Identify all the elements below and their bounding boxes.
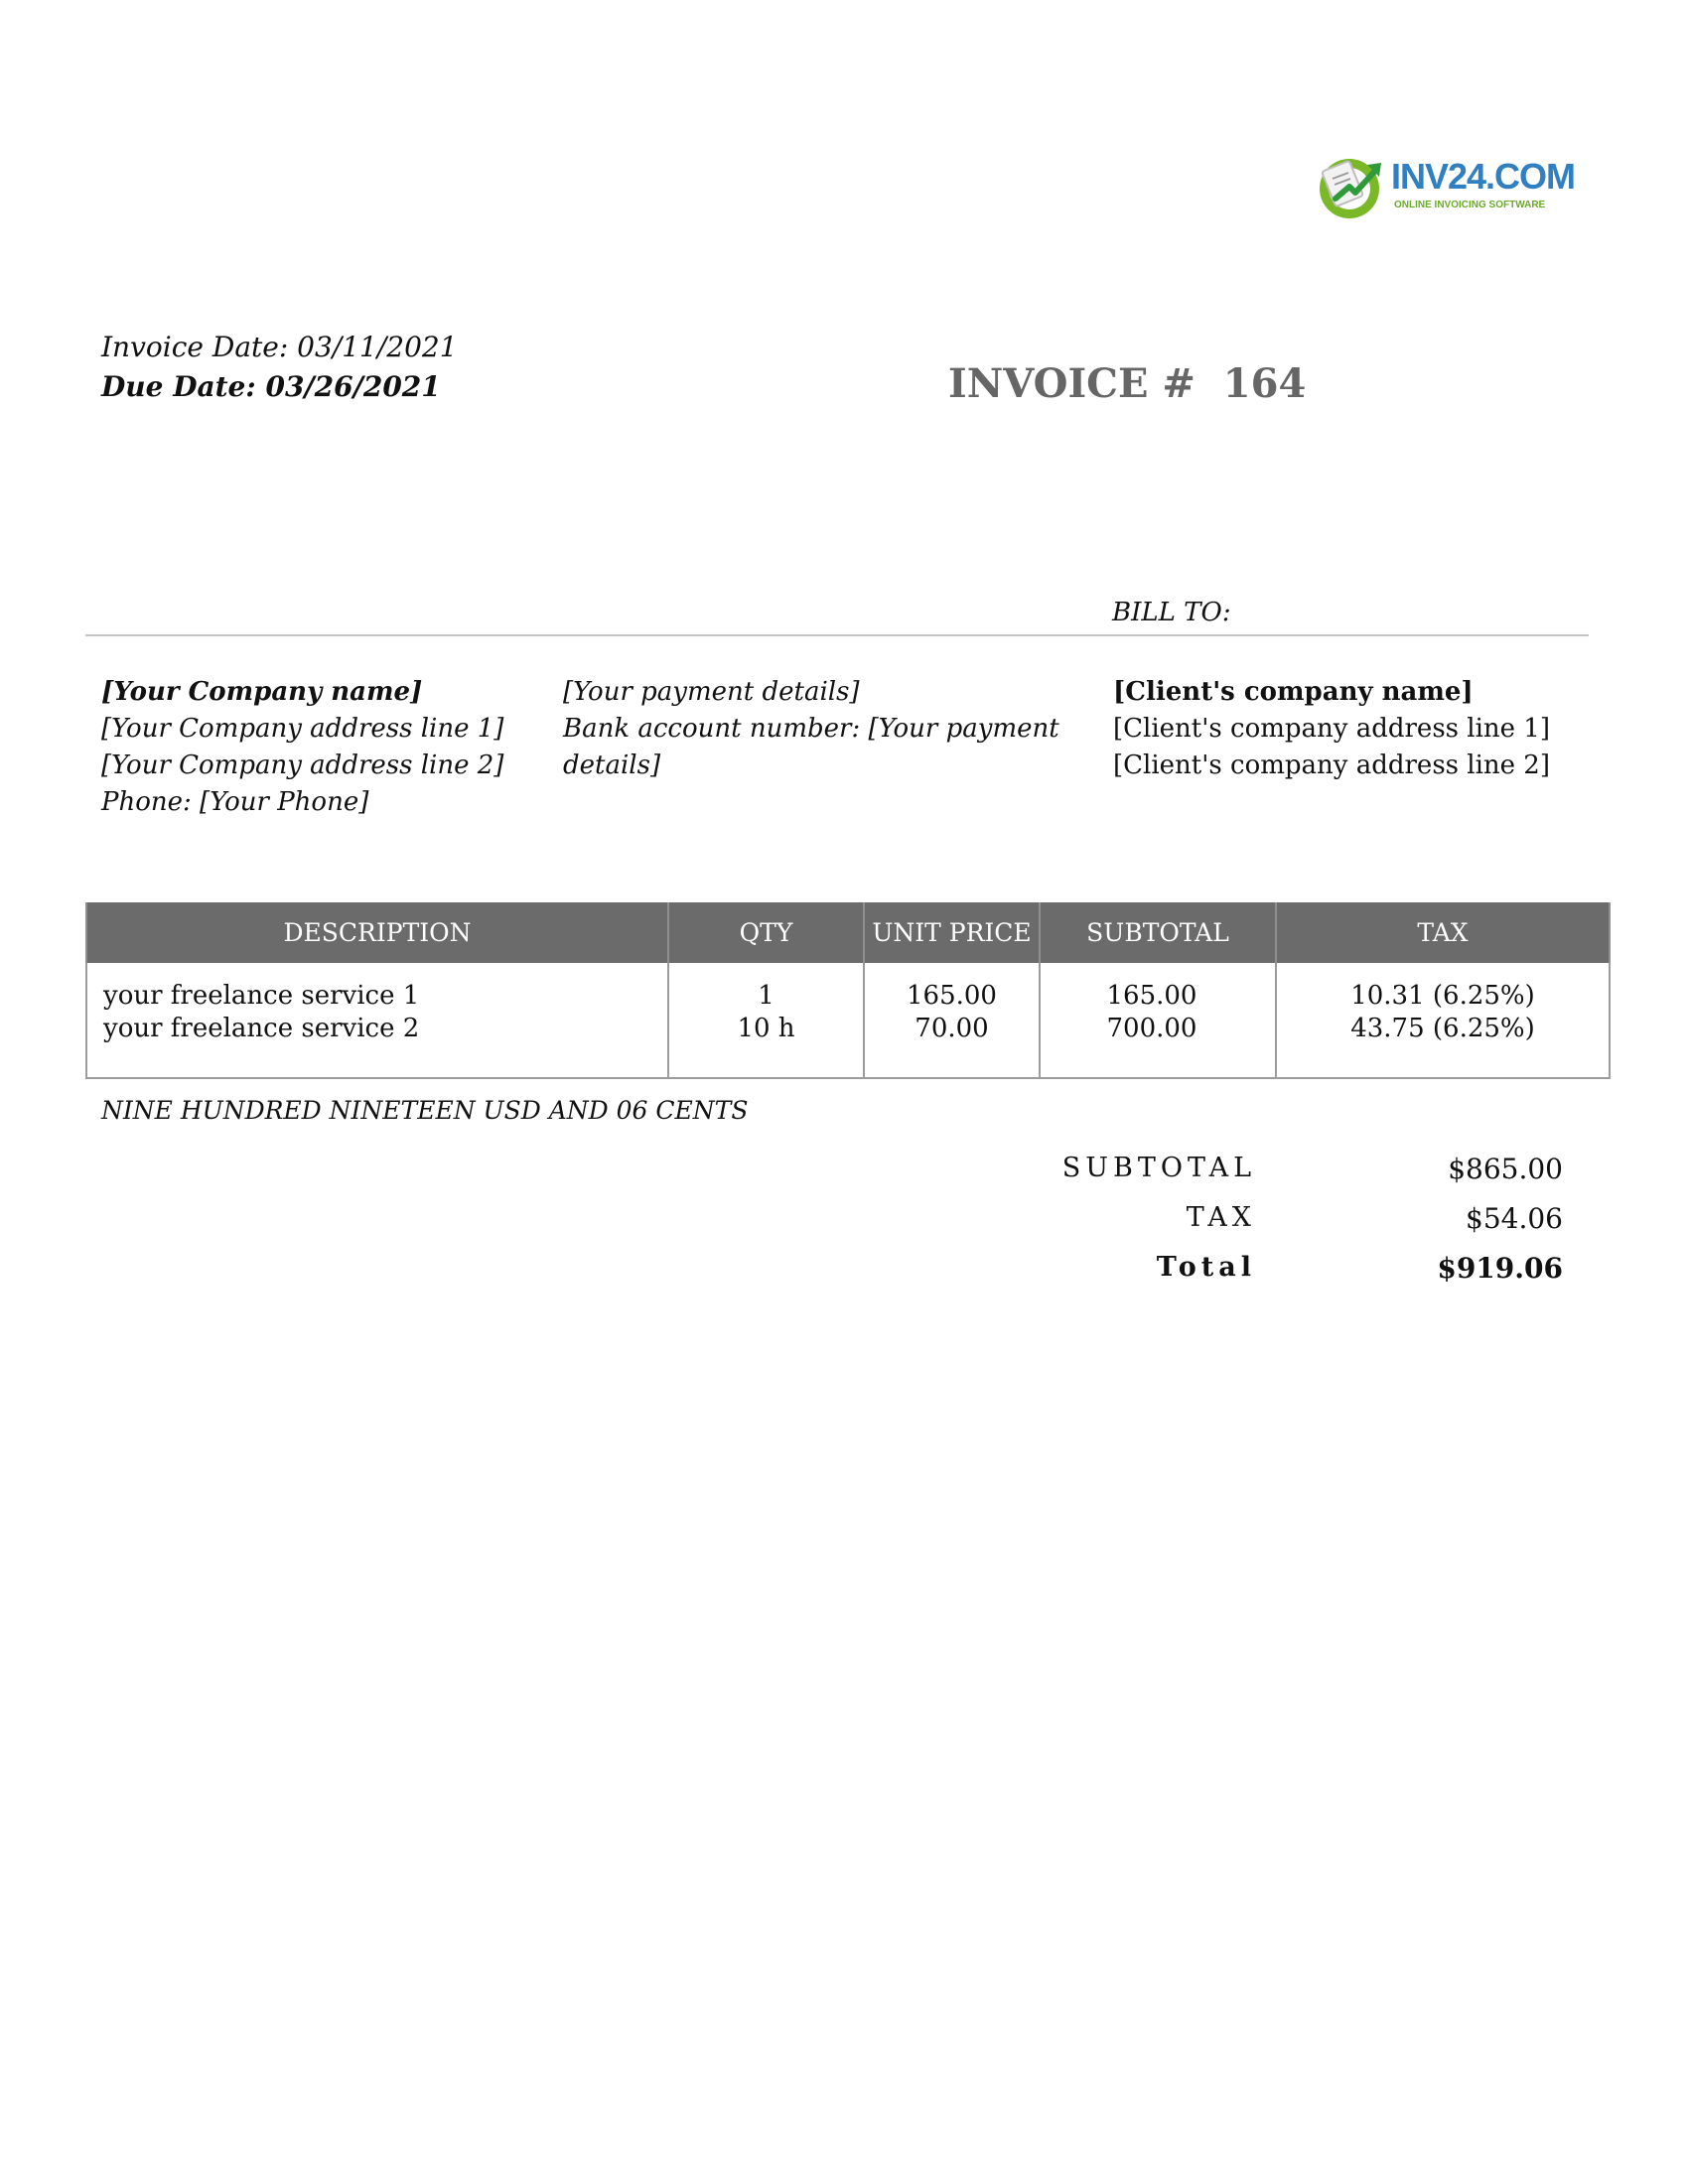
item-unit-price: 165.00 [907, 981, 997, 1011]
column-header-qty: QTY [668, 902, 864, 963]
column-header-description: DESCRIPTION [86, 902, 668, 963]
logo-emblem-icon [1316, 149, 1387, 220]
header-divider [85, 634, 1589, 636]
subtotal-label: SUBTOTAL [1061, 1153, 1256, 1183]
client-address-line-2: [Client's company address line 2] [1113, 751, 1550, 780]
subtotal-cell [1040, 963, 1276, 1078]
item-description: your freelance service 2 [103, 1014, 420, 1043]
item-subtotal: 165.00 [1106, 981, 1197, 1011]
total-label: Total [1156, 1252, 1256, 1283]
tax-cell [1276, 963, 1610, 1078]
table-header-row [86, 902, 1610, 963]
bank-account-line-2: details] [563, 751, 661, 780]
column-header-unit-price: UNIT PRICE [864, 902, 1040, 963]
company-address-line-2: [Your Company address line 2] [101, 751, 504, 780]
line-items-table [85, 902, 1611, 1079]
company-logo [1316, 149, 1576, 223]
bank-account-line-1: Bank account number: [Your payment [563, 714, 1059, 744]
tax-label: TAX [1186, 1202, 1256, 1233]
column-header-tax: TAX [1276, 902, 1610, 963]
payment-info [563, 674, 1059, 784]
company-info [101, 674, 503, 821]
description-cell [86, 963, 668, 1078]
item-qty: 10 h [737, 1014, 795, 1043]
tax-value: $54.06 [1466, 1202, 1563, 1235]
unit-price-cell [864, 963, 1040, 1078]
bill-to-label: BILL TO: [1112, 598, 1231, 627]
item-unit-price: 70.00 [914, 1014, 989, 1043]
qty-cell [668, 963, 864, 1078]
item-tax: 43.75 (6.25%) [1350, 1014, 1535, 1043]
table-row [86, 963, 1610, 1078]
item-description: your freelance service 1 [103, 981, 420, 1011]
item-subtotal: 700.00 [1106, 1014, 1197, 1043]
invoice-date: Invoice Date: 03/11/2021 [101, 331, 458, 363]
item-tax: 10.31 (6.25%) [1350, 981, 1535, 1011]
client-company-name: [Client's company name] [1113, 677, 1474, 707]
company-address-line-1: [Your Company address line 1] [101, 714, 504, 744]
company-name: [Your Company name] [101, 677, 423, 707]
logo-tagline: ONLINE INVOICING SOFTWARE [1394, 200, 1546, 210]
client-address-line-1: [Client's company address line 1] [1113, 714, 1550, 744]
column-header-subtotal: SUBTOTAL [1040, 902, 1276, 963]
amount-in-words: NINE HUNDRED NINETEEN USD AND 06 CENTS [101, 1096, 749, 1125]
total-value: $919.06 [1437, 1252, 1563, 1285]
logo-brand: INV24.COM [1391, 156, 1576, 197]
client-info [1113, 674, 1550, 784]
item-qty: 1 [758, 981, 774, 1011]
due-date: Due Date: 03/26/2021 [101, 370, 441, 403]
company-phone: Phone: [Your Phone] [101, 787, 369, 817]
subtotal-value: $865.00 [1448, 1153, 1563, 1185]
invoice-number: INVOICE # 164 [948, 360, 1307, 407]
payment-details: [Your payment details] [563, 677, 860, 707]
